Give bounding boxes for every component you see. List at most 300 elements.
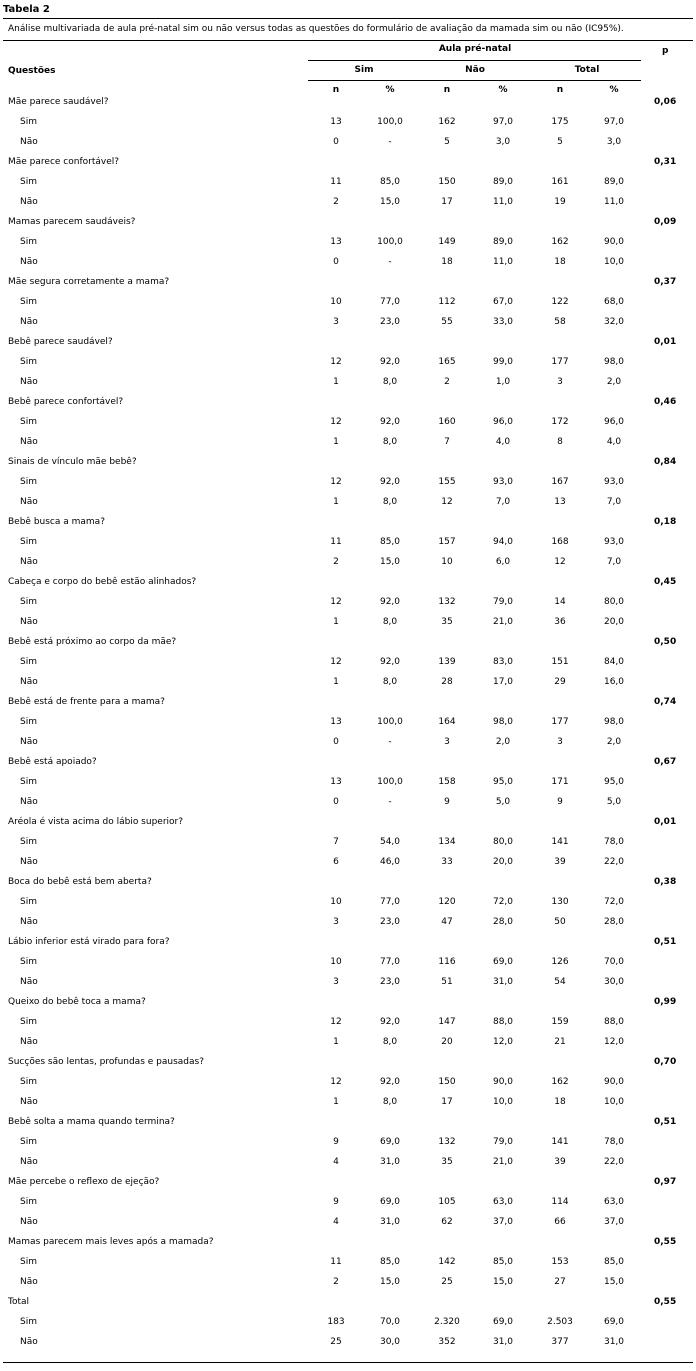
cell-n-sim: 2	[333, 197, 339, 207]
cell-pct-sim: 8,0	[382, 437, 398, 447]
cell-n-nao: 134	[438, 837, 456, 847]
cell-n-total: 172	[551, 417, 569, 427]
cell-n-total: 3	[557, 377, 563, 387]
question-text: Mamas parecem saudáveis?	[8, 217, 136, 227]
table-row	[0, 852, 696, 872]
cell-n-total: 161	[551, 177, 569, 187]
cell-n-nao: 18	[441, 257, 453, 267]
cell-pct-nao: 2,0	[495, 737, 511, 747]
cell-pct-total: 78,0	[603, 837, 625, 847]
p-value: 0,55	[654, 1237, 677, 1247]
cell-n-total: 9	[557, 797, 563, 807]
answer-label: Não	[20, 917, 38, 927]
cell-pct-nao: 15,0	[492, 1277, 514, 1287]
cell-pct-sim: 92,0	[379, 357, 401, 367]
answer-label: Não	[20, 197, 38, 207]
question-text: Aréola é vista acima do lábio superior?	[8, 817, 184, 827]
cell-pct-sim: 8,0	[382, 1097, 398, 1107]
answer-label: Sim	[20, 537, 37, 547]
question-row	[0, 152, 696, 172]
p-value: 0,06	[654, 97, 677, 107]
cell-pct-total: 4,0	[606, 437, 622, 447]
cell-pct-nao: 3,0	[495, 137, 511, 147]
question-row	[0, 392, 696, 412]
cell-pct-sim: 92,0	[379, 1077, 401, 1087]
answer-label: Não	[20, 437, 38, 447]
question-row	[0, 272, 696, 292]
answer-label: Não	[20, 737, 38, 747]
cell-n-nao: 147	[438, 1017, 456, 1027]
p-value: 0,38	[654, 877, 677, 887]
cell-n-nao: 7	[444, 437, 450, 447]
question-row	[0, 632, 696, 652]
question-text: Mãe percebe o reflexo de ejeção?	[8, 1177, 160, 1187]
cell-n-sim: 3	[333, 977, 339, 987]
cell-pct-sim: 92,0	[379, 417, 401, 427]
cell-n-total: 162	[551, 1077, 569, 1087]
cell-pct-sim: 15,0	[379, 1277, 401, 1287]
cell-pct-total: 78,0	[603, 1137, 625, 1147]
cell-pct-sim: 8,0	[382, 677, 398, 687]
header-p: p	[662, 46, 669, 56]
cell-pct-total: 84,0	[603, 657, 625, 667]
cell-n-nao: 62	[441, 1217, 453, 1227]
question-text: Queixo do bebê toca a mama?	[8, 997, 146, 1007]
table-row	[0, 592, 696, 612]
question-row	[0, 872, 696, 892]
cell-pct-total: 3,0	[606, 137, 622, 147]
cell-n-total: 168	[551, 537, 569, 547]
subheader-rule	[308, 80, 641, 81]
p-value: 0,01	[654, 337, 677, 347]
answer-label: Não	[20, 1037, 38, 1047]
group-subrule	[308, 60, 641, 61]
p-value: 0,46	[654, 397, 677, 407]
cell-n-nao: 2.320	[434, 1317, 460, 1327]
cell-pct-nao: 28,0	[492, 917, 514, 927]
table-row	[0, 732, 696, 752]
cell-pct-sim: 15,0	[379, 557, 401, 567]
cell-pct-sim: 92,0	[379, 657, 401, 667]
cell-pct-total: 93,0	[603, 477, 625, 487]
cell-n-nao: 28	[441, 677, 453, 687]
cell-n-total: 122	[551, 297, 569, 307]
table-row	[0, 712, 696, 732]
cell-pct-total: 12,0	[603, 1037, 625, 1047]
cell-pct-sim: 100,0	[377, 777, 403, 787]
table-row	[0, 672, 696, 692]
cell-pct-sim: 8,0	[382, 377, 398, 387]
cell-pct-nao: 63,0	[492, 1197, 514, 1207]
question-row	[0, 92, 696, 112]
p-value: 0,70	[654, 1057, 677, 1067]
cell-n-nao: 132	[438, 597, 456, 607]
table-row	[0, 1032, 696, 1052]
cell-n-sim: 9	[333, 1197, 339, 1207]
cell-n-total: 21	[554, 1037, 566, 1047]
question-row	[0, 1172, 696, 1192]
cell-n-sim: 1	[333, 437, 339, 447]
answer-label: Não	[20, 1097, 38, 1107]
table-row	[0, 412, 696, 432]
p-value: 0,67	[654, 757, 677, 767]
cell-pct-total: 98,0	[603, 357, 625, 367]
answer-label: Não	[20, 557, 38, 567]
p-value: 0,50	[654, 637, 677, 647]
cell-n-total: 5	[557, 137, 563, 147]
cell-pct-nao: 12,0	[492, 1037, 514, 1047]
p-value: 0,55	[654, 1297, 677, 1307]
cell-n-nao: 25	[441, 1277, 453, 1287]
question-row	[0, 1112, 696, 1132]
p-value: 0,51	[654, 1117, 677, 1127]
table-row	[0, 612, 696, 632]
cell-n-sim: 11	[330, 537, 342, 547]
cell-pct-total: 11,0	[603, 197, 625, 207]
cell-pct-nao: 72,0	[492, 897, 514, 907]
cell-pct-nao: 33,0	[492, 317, 514, 327]
answer-label: Sim	[20, 117, 37, 127]
table-row	[0, 792, 696, 812]
answer-label: Sim	[20, 357, 37, 367]
p-value: 0,97	[654, 1177, 677, 1187]
table-row	[0, 432, 696, 452]
table-row	[0, 972, 696, 992]
p-value: 0,99	[654, 997, 677, 1007]
cell-n-sim: 13	[330, 117, 342, 127]
cell-pct-sim: 69,0	[379, 1197, 401, 1207]
header-nao: Não	[465, 65, 485, 75]
cell-n-sim: 0	[333, 137, 339, 147]
question-text: Sinais de vínculo mãe bebê?	[8, 457, 137, 467]
question-text: Mãe parece saudável?	[8, 97, 109, 107]
cell-n-nao: 55	[441, 317, 453, 327]
cell-pct-sim: 77,0	[379, 297, 401, 307]
cell-pct-sim: -	[388, 257, 392, 267]
cell-pct-total: 7,0	[606, 557, 622, 567]
cell-pct-sim: 69,0	[379, 1137, 401, 1147]
question-text: Bebê solta a mama quando termina?	[8, 1117, 175, 1127]
cell-n-total: 171	[551, 777, 569, 787]
header-pct-total: %	[609, 85, 619, 95]
cell-n-total: 19	[554, 197, 566, 207]
cell-pct-total: 97,0	[603, 117, 625, 127]
title-rule	[3, 18, 693, 19]
cell-pct-total: 88,0	[603, 1017, 625, 1027]
cell-n-sim: 13	[330, 717, 342, 727]
cell-n-nao: 165	[438, 357, 456, 367]
cell-n-nao: 139	[438, 657, 456, 667]
answer-label: Sim	[20, 837, 37, 847]
question-text: Bebê está apoiado?	[8, 757, 97, 767]
cell-n-sim: 0	[333, 737, 339, 747]
question-row	[0, 452, 696, 472]
answer-label: Sim	[20, 1137, 37, 1147]
cell-pct-nao: 5,0	[495, 797, 511, 807]
cell-pct-sim: 100,0	[377, 237, 403, 247]
cell-n-total: 141	[551, 837, 569, 847]
cell-n-total: 141	[551, 1137, 569, 1147]
cell-n-sim: 10	[330, 897, 342, 907]
cell-pct-nao: 99,0	[492, 357, 514, 367]
bottom-rule	[3, 1362, 693, 1363]
table-row	[0, 1092, 696, 1112]
table-row	[0, 1072, 696, 1092]
header-n-nao: n	[443, 85, 451, 95]
cell-pct-sim: 8,0	[382, 617, 398, 627]
header-sim: Sim	[354, 65, 374, 75]
cell-pct-nao: 88,0	[492, 1017, 514, 1027]
cell-n-sim: 2	[333, 1277, 339, 1287]
cell-n-nao: 105	[438, 1197, 456, 1207]
cell-pct-total: 5,0	[606, 797, 622, 807]
cell-n-total: 54	[554, 977, 566, 987]
cell-pct-nao: 7,0	[495, 497, 511, 507]
answer-label: Sim	[20, 297, 37, 307]
cell-n-sim: 13	[330, 237, 342, 247]
cell-pct-nao: 17,0	[492, 677, 514, 687]
cell-pct-total: 95,0	[603, 777, 625, 787]
table-row	[0, 912, 696, 932]
cell-n-total: 159	[551, 1017, 569, 1027]
table-row	[0, 1312, 696, 1332]
cell-n-nao: 142	[438, 1257, 456, 1267]
cell-n-total: 66	[554, 1217, 566, 1227]
table-row	[0, 232, 696, 252]
cell-pct-total: 22,0	[603, 857, 625, 867]
cell-n-total: 13	[554, 497, 566, 507]
question-row	[0, 1292, 696, 1312]
cell-pct-sim: 85,0	[379, 537, 401, 547]
cell-n-total: 12	[554, 557, 566, 567]
answer-label: Sim	[20, 597, 37, 607]
answer-label: Não	[20, 137, 38, 147]
cell-n-nao: 149	[438, 237, 456, 247]
cell-n-total: 50	[554, 917, 566, 927]
answer-label: Não	[20, 1277, 38, 1287]
cell-n-total: 177	[551, 717, 569, 727]
answer-label: Não	[20, 797, 38, 807]
cell-pct-nao: 79,0	[492, 1137, 514, 1147]
cell-n-total: 39	[554, 1157, 566, 1167]
cell-n-sim: 0	[333, 797, 339, 807]
cell-n-total: 8	[557, 437, 563, 447]
answer-label: Não	[20, 977, 38, 987]
cell-n-sim: 4	[333, 1217, 339, 1227]
answer-label: Sim	[20, 657, 37, 667]
question-row	[0, 572, 696, 592]
question-text: Mãe segura corretamente a mama?	[8, 277, 170, 287]
cell-pct-nao: 69,0	[492, 957, 514, 967]
cell-pct-nao: 21,0	[492, 617, 514, 627]
cell-n-total: 153	[551, 1257, 569, 1267]
cell-pct-sim: -	[388, 137, 392, 147]
cell-pct-sim: 100,0	[377, 717, 403, 727]
cell-n-sim: 12	[330, 597, 342, 607]
cell-n-nao: 162	[438, 117, 456, 127]
question-row	[0, 992, 696, 1012]
answer-label: Sim	[20, 477, 37, 487]
answer-label: Sim	[20, 1197, 37, 1207]
cell-n-sim: 2	[333, 557, 339, 567]
cell-pct-sim: -	[388, 797, 392, 807]
cell-pct-nao: 37,0	[492, 1217, 514, 1227]
question-row	[0, 692, 696, 712]
table-row	[0, 112, 696, 132]
header-n-sim: n	[332, 85, 340, 95]
cell-n-nao: 9	[444, 797, 450, 807]
cell-n-total: 162	[551, 237, 569, 247]
cell-pct-sim: 100,0	[377, 117, 403, 127]
cell-pct-total: 70,0	[603, 957, 625, 967]
cell-n-nao: 35	[441, 1157, 453, 1167]
cell-n-total: 177	[551, 357, 569, 367]
cell-pct-nao: 1,0	[495, 377, 511, 387]
cell-pct-total: 68,0	[603, 297, 625, 307]
answer-label: Sim	[20, 777, 37, 787]
cell-pct-total: 2,0	[606, 737, 622, 747]
question-row	[0, 332, 696, 352]
cell-pct-sim: 8,0	[382, 497, 398, 507]
cell-n-sim: 1	[333, 677, 339, 687]
cell-n-total: 130	[551, 897, 569, 907]
cell-n-sim: 183	[327, 1317, 345, 1327]
cell-pct-total: 85,0	[603, 1257, 625, 1267]
cell-n-nao: 47	[441, 917, 453, 927]
cell-n-nao: 3	[444, 737, 450, 747]
cell-pct-nao: 80,0	[492, 837, 514, 847]
question-text: Sucções são lentas, profundas e pausadas?	[8, 1057, 204, 1067]
cell-pct-nao: 83,0	[492, 657, 514, 667]
answer-label: Sim	[20, 237, 37, 247]
cell-pct-total: 10,0	[603, 1097, 625, 1107]
cell-pct-sim: 8,0	[382, 1037, 398, 1047]
cell-n-nao: 150	[438, 1077, 456, 1087]
cell-pct-total: 37,0	[603, 1217, 625, 1227]
cell-pct-nao: 10,0	[492, 1097, 514, 1107]
p-value: 0,45	[654, 577, 677, 587]
answer-label: Não	[20, 857, 38, 867]
header-pct-sim: %	[385, 85, 395, 95]
cell-n-total: 114	[551, 1197, 569, 1207]
cell-n-sim: 11	[330, 1257, 342, 1267]
cell-n-sim: 12	[330, 657, 342, 667]
cell-n-nao: 51	[441, 977, 453, 987]
cell-n-total: 18	[554, 1097, 566, 1107]
table-row	[0, 892, 696, 912]
cell-pct-sim: 46,0	[379, 857, 401, 867]
answer-label: Sim	[20, 177, 37, 187]
cell-pct-nao: 4,0	[495, 437, 511, 447]
cell-n-sim: 9	[333, 1137, 339, 1147]
cell-pct-nao: 96,0	[492, 417, 514, 427]
cell-pct-sim: 23,0	[379, 917, 401, 927]
question-text: Mãe parece confortável?	[8, 157, 120, 167]
question-text: Boca do bebê está bem aberta?	[8, 877, 152, 887]
cell-n-nao: 160	[438, 417, 456, 427]
cell-pct-nao: 6,0	[495, 557, 511, 567]
cell-n-total: 18	[554, 257, 566, 267]
cell-n-nao: 164	[438, 717, 456, 727]
table-row	[0, 952, 696, 972]
cell-pct-sim: 23,0	[379, 977, 401, 987]
question-text: Lábio inferior está virado para fora?	[8, 937, 170, 947]
cell-n-sim: 12	[330, 357, 342, 367]
cell-pct-sim: 85,0	[379, 177, 401, 187]
cell-pct-nao: 21,0	[492, 1157, 514, 1167]
table-row	[0, 652, 696, 672]
cell-n-nao: 10	[441, 557, 453, 567]
cell-n-total: 14	[554, 597, 566, 607]
cell-pct-nao: 93,0	[492, 477, 514, 487]
table-row	[0, 472, 696, 492]
cell-pct-sim: 30,0	[379, 1337, 401, 1347]
cell-pct-nao: 89,0	[492, 177, 514, 187]
cell-pct-nao: 89,0	[492, 237, 514, 247]
header-pct-nao: %	[498, 85, 508, 95]
cell-pct-total: 20,0	[603, 617, 625, 627]
cell-n-total: 2.503	[547, 1317, 573, 1327]
cell-n-total: 175	[551, 117, 569, 127]
cell-pct-sim: 77,0	[379, 897, 401, 907]
cell-pct-nao: 90,0	[492, 1077, 514, 1087]
cell-pct-total: 15,0	[603, 1277, 625, 1287]
table-row	[0, 372, 696, 392]
answer-label: Sim	[20, 417, 37, 427]
cell-n-total: 27	[554, 1277, 566, 1287]
cell-pct-nao: 98,0	[492, 717, 514, 727]
question-text: Total	[8, 1297, 30, 1307]
cell-pct-nao: 20,0	[492, 857, 514, 867]
answer-label: Não	[20, 377, 38, 387]
cell-n-nao: 132	[438, 1137, 456, 1147]
cell-n-sim: 1	[333, 377, 339, 387]
cell-pct-nao: 11,0	[492, 257, 514, 267]
cell-pct-total: 72,0	[603, 897, 625, 907]
table-row	[0, 552, 696, 572]
question-text: Mamas parecem mais leves após a mamada?	[8, 1237, 214, 1247]
cell-n-total: 36	[554, 617, 566, 627]
cell-n-nao: 5	[444, 137, 450, 147]
table-row	[0, 1152, 696, 1172]
question-row	[0, 512, 696, 532]
cell-pct-total: 89,0	[603, 177, 625, 187]
cell-pct-nao: 69,0	[492, 1317, 514, 1327]
table-row	[0, 1332, 696, 1352]
cell-pct-nao: 94,0	[492, 537, 514, 547]
cell-pct-sim: 92,0	[379, 477, 401, 487]
cell-pct-sim: 31,0	[379, 1217, 401, 1227]
cell-n-sim: 10	[330, 957, 342, 967]
table-row	[0, 312, 696, 332]
cell-pct-nao: 31,0	[492, 1337, 514, 1347]
p-value: 0,09	[654, 217, 677, 227]
answer-label: Não	[20, 617, 38, 627]
cell-n-sim: 12	[330, 1077, 342, 1087]
cell-n-nao: 12	[441, 497, 453, 507]
table-row	[0, 492, 696, 512]
answer-label: Não	[20, 1337, 38, 1347]
cell-n-sim: 3	[333, 917, 339, 927]
cell-n-sim: 12	[330, 477, 342, 487]
question-row	[0, 752, 696, 772]
cell-n-sim: 3	[333, 317, 339, 327]
cell-n-nao: 352	[438, 1337, 456, 1347]
cell-pct-total: 32,0	[603, 317, 625, 327]
p-value: 0,37	[654, 277, 677, 287]
table-row	[0, 252, 696, 272]
cell-pct-nao: 85,0	[492, 1257, 514, 1267]
